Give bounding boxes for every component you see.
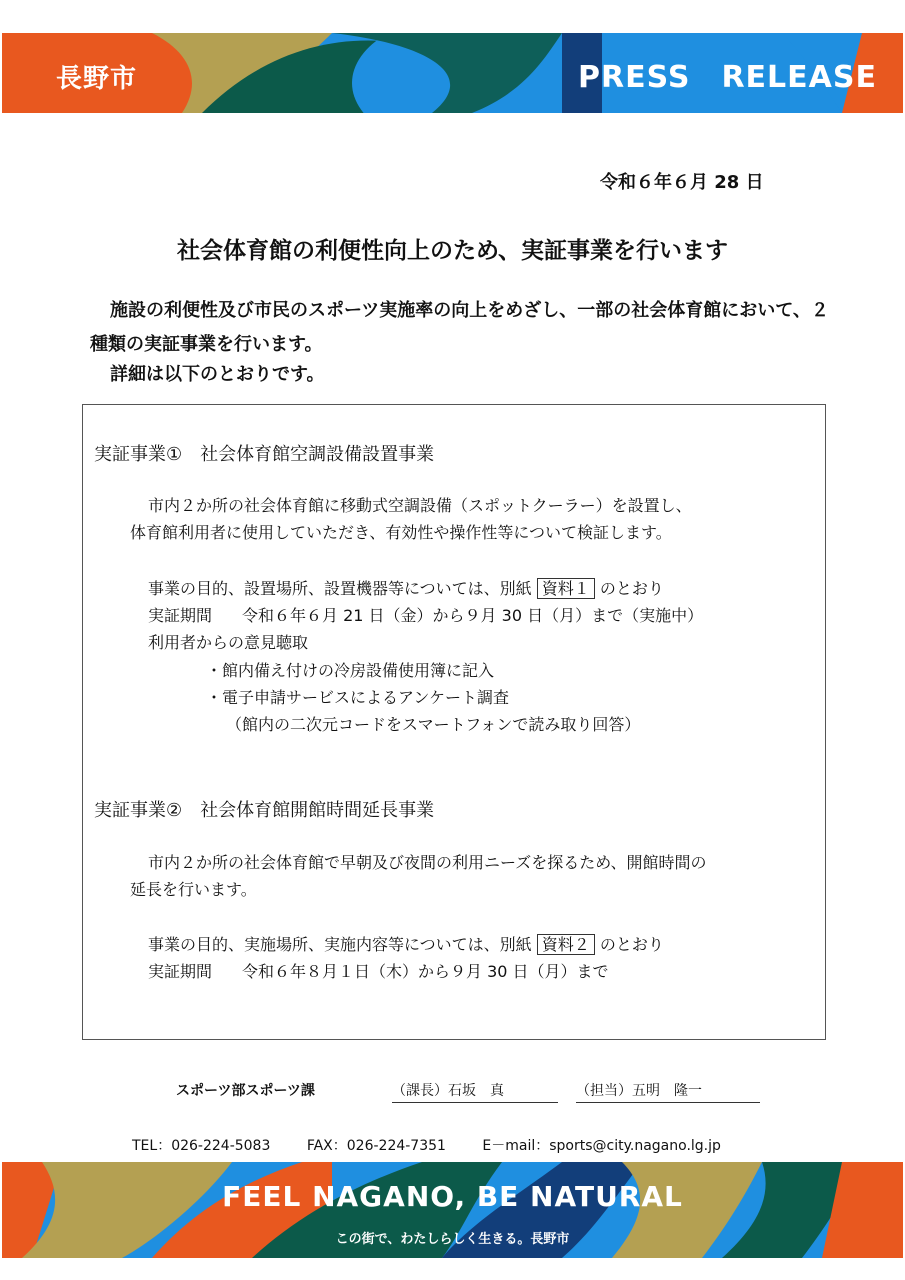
project2-desc-line1: 市内２か所の社会体育館で早朝及び夜間の利用ニーズを探るため、開館時間の (148, 853, 707, 872)
project1-desc-line2: 体育館利用者に使用していただき、有効性や操作性等について検証します。 (130, 523, 672, 542)
project2-desc-line2: 延長を行います。 (130, 880, 257, 899)
contact-tel: TEL：026-224-5083 (132, 1138, 271, 1154)
contact-fax: FAX：026-224-7351 (306, 1138, 446, 1154)
project1-ref-box: 資料１ (537, 578, 595, 599)
project2-heading: 実証事業② 社会体育館開館時間延長事業 (94, 800, 435, 821)
contact-numbers (132, 1135, 753, 1155)
contact-staff: （担当）五明 隆一 (576, 1080, 760, 1103)
project1-feedback-label: 利用者からの意見聴取 (148, 633, 309, 652)
press-release-label: PRESS RELEASE (578, 60, 877, 95)
contact-department: スポーツ部スポーツ課 (176, 1083, 315, 1099)
project1-desc-line1: 市内２か所の社会体育館に移動式空調設備（スポットクーラー）を設置し、 (148, 496, 692, 515)
lead-details: 詳細は以下のとおりです。 (110, 364, 325, 385)
project1-period: 実証期間 令和６年６月 21 日（金）から９月 30 日（月）まで（実施中） (148, 606, 704, 625)
project2-purpose: 事業の目的、実施場所、実施内容等については、別紙 資料２ のとおり (148, 935, 664, 954)
footer-slogan: FEEL NAGANO, BE NATURAL (222, 1180, 683, 1213)
project2-ref-box: 資料２ (537, 934, 595, 955)
project1-feedback-item: ・電子申請サービスによるアンケート調査 (206, 688, 510, 707)
release-date: 令和６年６月 28 日 (600, 172, 764, 193)
project1-heading: 実証事業① 社会体育館空調設備設置事業 (94, 444, 435, 465)
page-title: 社会体育館の利便性向上のため、実証事業を行います (176, 238, 729, 264)
project2-period: 実証期間 令和６年８月１日（木）から９月 30 日（月）まで (148, 962, 609, 981)
project1-purpose: 事業の目的、設置場所、設置機器等については、別紙 資料１ のとおり (148, 579, 664, 598)
project1-feedback-item: ・館内備え付けの冷房設備使用簿に記入 (206, 661, 495, 680)
lead-paragraph: 施設の利便性及び市民のスポーツ実施率の向上をめざし、一部の社会体育館において、２種類の実証事業を行います。 (90, 300, 829, 355)
contact-chief: （課長）石坂 真 (392, 1080, 558, 1103)
footer-tagline: この街で、わたしらしく生きる。長野市 (335, 1232, 570, 1247)
city-logo: 長野市 (56, 64, 138, 94)
contact-email[interactable]: E－mail：sports@city.nagano.lg.jp (482, 1138, 721, 1154)
project1-feedback-note: （館内の二次元コードをスマートフォンで読み取り回答） (226, 715, 641, 734)
